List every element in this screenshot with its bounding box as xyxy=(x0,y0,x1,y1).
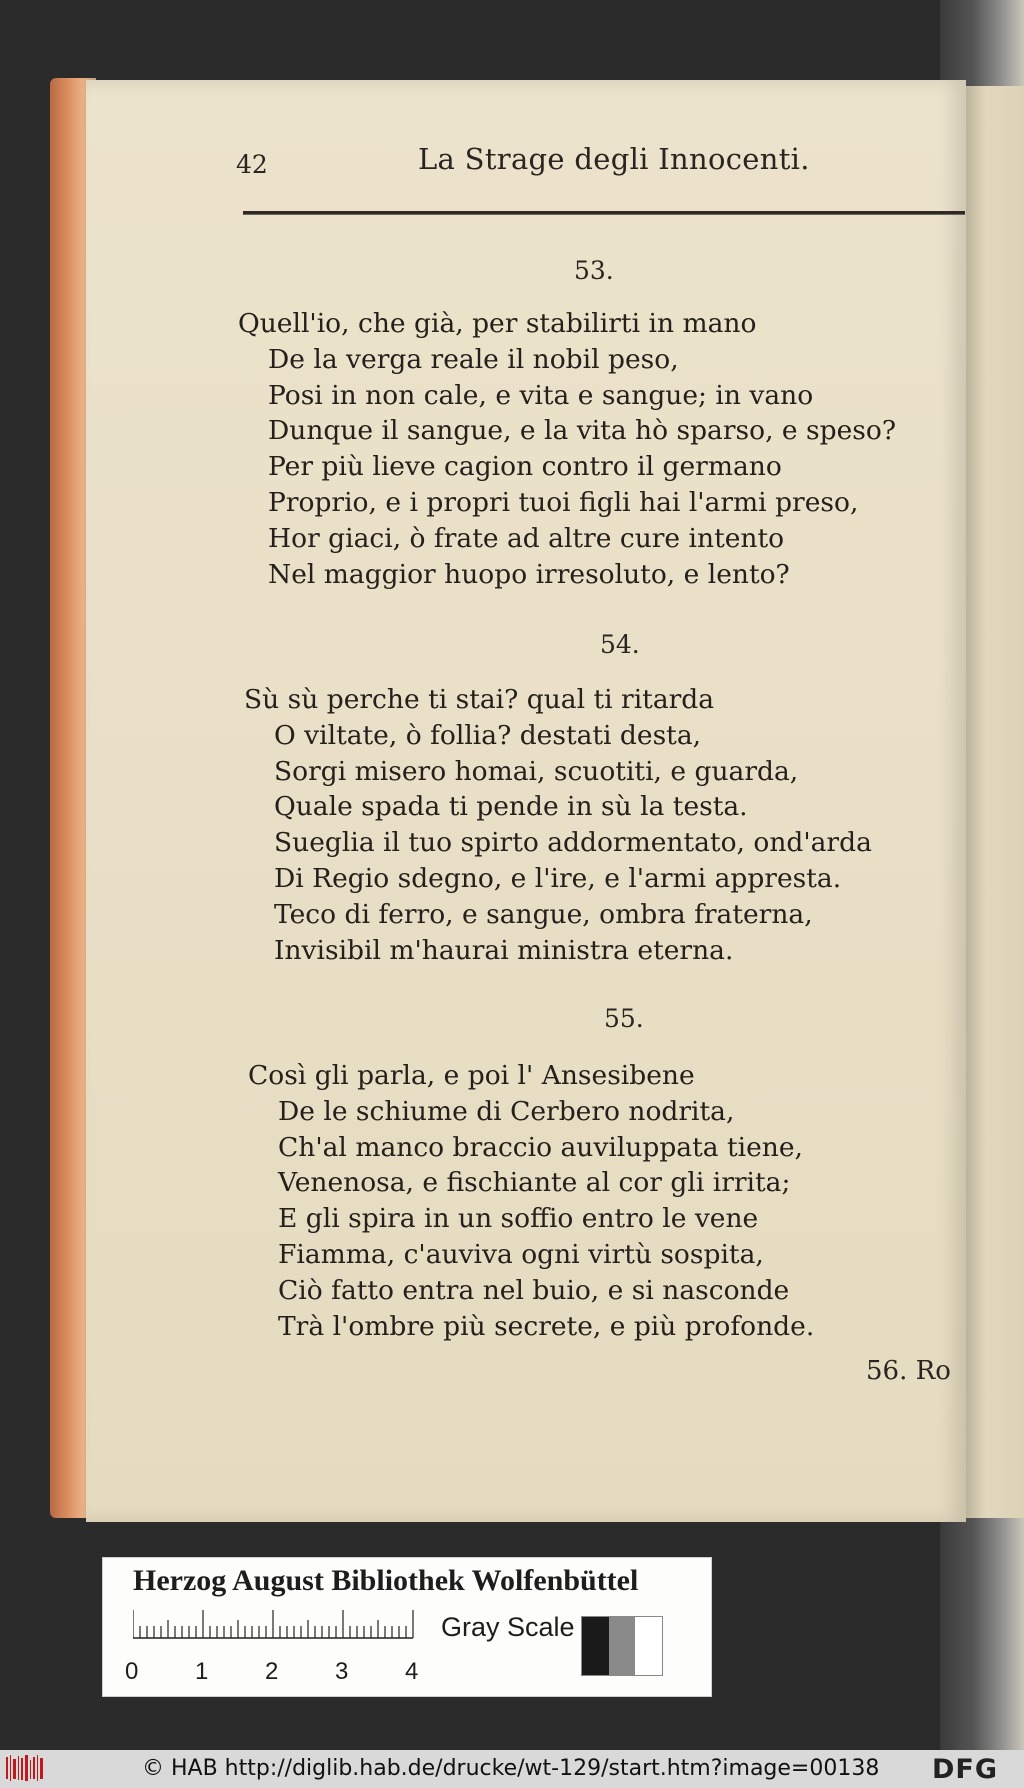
scale-number: 0 xyxy=(125,1658,139,1685)
stanza xyxy=(238,306,896,592)
verse-line: Quale spada ti pende in sù la testa. xyxy=(274,791,748,823)
stanza xyxy=(244,682,872,968)
gray-scale-label: Gray Scale xyxy=(441,1612,575,1642)
verse-line: Dunque il sangue, e la vita hò sparso, e speso? xyxy=(268,415,897,447)
scale-number: 4 xyxy=(405,1658,419,1685)
scale-number: 2 xyxy=(265,1658,279,1685)
source-url: © HAB http://diglib.hab.de/drucke/wt-129/start.htm?image=00138 xyxy=(142,1756,880,1781)
verse-line: Ciò fatto entra nel buio, e si nasconde xyxy=(278,1274,790,1306)
verse-line: Trà l'ombre più secrete, e più profonde. xyxy=(278,1310,815,1342)
verse-line: Teco di ferro, e sangue, ombra fraterna, xyxy=(274,898,813,930)
stanza xyxy=(248,1058,814,1344)
verse-line: De la verga reale il nobil peso, xyxy=(268,343,679,375)
verse-line: Fiamma, c'auviva ogni virtù sospita, xyxy=(278,1238,764,1270)
gray-swatch xyxy=(635,1617,662,1675)
gray-swatches xyxy=(581,1616,663,1676)
verse-line: Quell'io, che già, per stabilirti in mano xyxy=(238,308,757,339)
gray-swatch xyxy=(582,1617,609,1675)
stanza-number: 55. xyxy=(604,1004,644,1033)
page-number: 42 xyxy=(236,150,268,179)
verse-line: Sù sù perche ti stai? qual ti ritarda xyxy=(244,684,715,715)
verse-line: De le schiume di Cerbero nodrita, xyxy=(278,1095,735,1127)
verse-line: Così gli parla, e poi l' Ansesibene xyxy=(248,1060,695,1091)
scale-number: 3 xyxy=(335,1658,349,1685)
verse-line: Venenosa, e fischiante al cor gli irrita; xyxy=(278,1167,791,1199)
running-title: La Strage degli Innocenti. xyxy=(418,142,810,176)
verse-line: Hor giaci, ò frate ad altre cure intento xyxy=(268,522,785,554)
page-header xyxy=(0,142,1024,182)
color-calibration-bar xyxy=(102,1557,712,1697)
gray-swatch xyxy=(609,1617,636,1675)
library-name: Herzog August Bibliothek Wolfenbüttel xyxy=(133,1564,639,1597)
verse-line: Nel maggior huopo irresoluto, e lento? xyxy=(268,558,790,590)
stanza-number: 53. xyxy=(574,256,614,285)
verse-line: Sueglia il tuo spirto addormentato, ond'arda xyxy=(274,827,872,859)
dfg-logo: DFG xyxy=(932,1754,999,1785)
verse-line: Proprio, e i propri tuoi figli hai l'armi preso, xyxy=(268,486,859,518)
facing-page-edge xyxy=(966,86,1024,1518)
catchword: 56. Ro xyxy=(866,1356,951,1386)
verse-line: E gli spira in un soffio entro le vene xyxy=(278,1203,759,1235)
header-rule xyxy=(243,211,965,215)
footer-bar xyxy=(0,1750,1024,1788)
verse-line: Sorgi misero homai, scuotiti, e guarda, xyxy=(274,755,799,787)
verse-line: O viltate, ò follia? destati desta, xyxy=(274,719,702,751)
verse-line: Per più lieve cagion contro il germano xyxy=(268,451,782,483)
verse-line: Posi in non cale, e vita e sangue; in vano xyxy=(268,379,814,411)
scale-number: 1 xyxy=(195,1658,209,1685)
verse-line: Invisibil m'haurai ministra eterna. xyxy=(274,934,734,966)
stanza-number: 54. xyxy=(600,630,640,659)
verse-line: Di Regio sdegno, e l'ire, e l'armi appresta. xyxy=(274,862,842,894)
barcode-icon xyxy=(6,1755,46,1781)
verse-line: Ch'al manco braccio auviluppata tiene, xyxy=(278,1131,803,1163)
